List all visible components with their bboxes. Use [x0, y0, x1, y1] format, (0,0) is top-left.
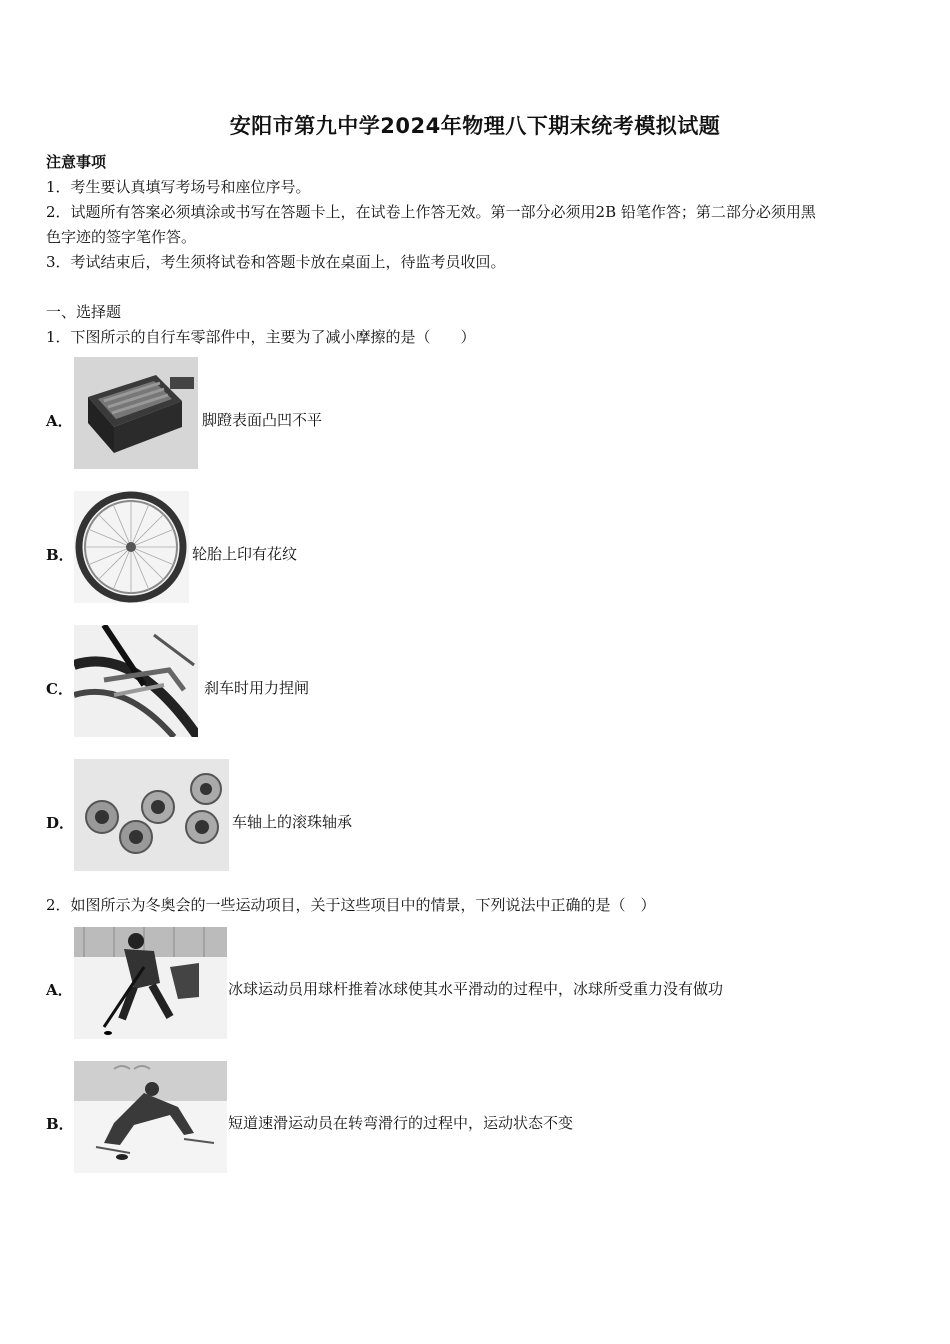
option-text: 短道速滑运动员在转弯滑行的过程中，运动状态不变: [228, 1114, 574, 1132]
option-label: D．: [46, 814, 75, 832]
notice-item: 3．考试结束后，考生须将试卷和答题卡放在桌面上，待监考员收回。: [46, 253, 506, 271]
notice-item: 色字迹的签字笔作答。: [46, 228, 197, 246]
section-heading: 一、选择题: [46, 303, 122, 321]
question-2-stem: 2．如图所示为冬奥会的一些运动项目，关于这些项目中的情景，下列说法中正确的是（ ）: [46, 896, 656, 914]
option-label: A．: [46, 981, 73, 999]
bicycle-pedal-photo: [74, 357, 198, 469]
option-label: B．: [46, 546, 74, 564]
ice-hockey-photo: [74, 927, 227, 1039]
bicycle-brake-photo: [74, 625, 198, 737]
notice-item: 2．试题所有答案必须填涂或书写在答题卡上，在试卷上作答无效。第一部分必须用2B 铅笔作答；第二部分必须用黑: [46, 203, 816, 221]
option-text: 轮胎上印有花纹: [192, 545, 298, 563]
option-text: 车轴上的滚珠轴承: [232, 813, 353, 831]
option-text: 脚蹬表面凸凹不平: [202, 411, 323, 429]
option-text: 刹车时用力捏闸: [204, 679, 310, 697]
speed-skating-photo: [74, 1061, 227, 1173]
option-text: 冰球运动员用球杆推着冰球使其水平滑动的过程中，冰球所受重力没有做功: [228, 980, 724, 998]
ball-bearings-photo: [74, 759, 229, 871]
option-label: C．: [46, 680, 73, 698]
notice-item: 1．考生要认真填写考场号和座位序号。: [46, 178, 311, 196]
bicycle-wheel-photo: [74, 491, 189, 603]
question-1-stem: 1．下图所示的自行车零部件中，主要为了减小摩擦的是（ ）: [46, 328, 476, 346]
notice-heading: 注意事项: [46, 153, 107, 171]
option-label: B．: [46, 1115, 74, 1133]
option-label: A．: [46, 412, 73, 430]
page-title: 安阳市第九中学2024年物理八下期末统考模拟试题: [229, 114, 721, 138]
